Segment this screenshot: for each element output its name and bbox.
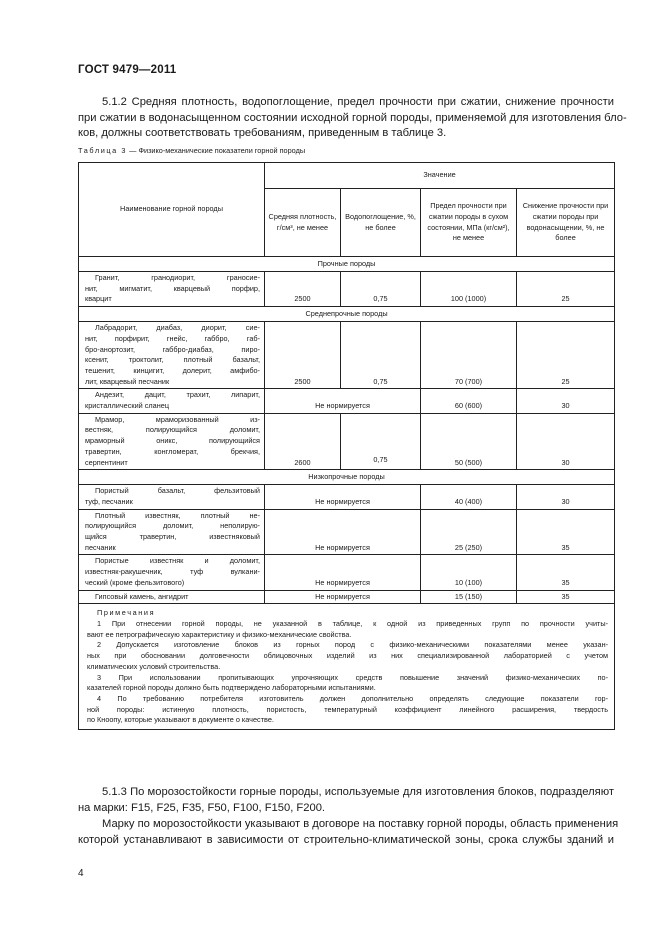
not-normalized-cell: Не нормируется bbox=[265, 509, 421, 555]
group-medium: Среднепрочные породы bbox=[79, 307, 615, 322]
text-line: Марку по морозостойкости указывают в договоре на поставку горной породы, область применения bbox=[102, 818, 619, 830]
text-line: которой устанавливают в зависимости от строительно-климатической зоны, срока службы зданий и bbox=[78, 833, 614, 846]
not-normalized-cell: Не нормируется bbox=[265, 389, 421, 413]
text-line: 5.1.2 Средняя плотность, водопоглощение, предел прочности при сжатии, снижение прочности bbox=[102, 96, 614, 108]
notes-title: Примечания bbox=[97, 608, 156, 618]
page-number: 4 bbox=[78, 868, 84, 879]
table-row bbox=[79, 413, 615, 470]
strength-cell: 15 (150) bbox=[421, 590, 517, 604]
rock-name-line: Пористый базальт, фельзитовый bbox=[95, 486, 260, 496]
rock-name-line: полирующийся доломит, неполирую- bbox=[85, 521, 260, 531]
rock-name-line: мраморный оникс, полирующийся bbox=[85, 436, 260, 446]
table-caption-prefix: Таблица 3 bbox=[78, 146, 128, 155]
note-line: казателей горной породы должно быть подтверждено лабораторными испытаниями. bbox=[87, 683, 376, 693]
rock-name bbox=[79, 509, 265, 555]
strength-cell: 40 (400) bbox=[421, 485, 517, 509]
strength-cell: 10 (100) bbox=[421, 555, 517, 590]
reduction-cell: 25 bbox=[517, 322, 615, 389]
header-strength: Предел прочности при сжатии породы в сухом состоянии, МПа (кг/см²), не менее bbox=[421, 189, 517, 257]
header-water-absorption: Водопоглощение, %, не более bbox=[341, 189, 421, 257]
rock-name bbox=[79, 413, 265, 470]
rock-name-line: туф, песчаник bbox=[85, 496, 133, 506]
rock-name bbox=[79, 590, 265, 604]
rock-name bbox=[79, 322, 265, 389]
water-absorption-cell: 0,75 bbox=[341, 413, 421, 470]
header-strength-reduction: Снижение прочности при сжатии породы при водонасыщении, %, не более bbox=[517, 189, 615, 257]
table-notes bbox=[79, 604, 615, 730]
text-line: 5.1.3 По морозостойкости горные породы, используемые для изготовления блоков, подразделяют bbox=[102, 786, 614, 798]
note-line: 4 По требованию потребителя изготовитель должен дополнительно определять следующие показатели гор- bbox=[97, 693, 609, 703]
rock-name-line: Гипсовый камень, ангидрит bbox=[95, 591, 189, 601]
strength-cell: 25 (250) bbox=[421, 509, 517, 555]
not-normalized-cell: Не нормируется bbox=[265, 590, 421, 604]
rock-name-line: щийся травертин, известняковый bbox=[85, 532, 260, 542]
rock-name-line: нит, мигматит, кварцевый порфир, bbox=[85, 283, 260, 293]
rock-name bbox=[79, 555, 265, 590]
note-line: 1 При отнесении горной породы, не указанной в таблице, к одной из приведенных групп по прочности учиты- bbox=[97, 618, 609, 628]
note-line: ной породы: истинную плотность, пористость, температурный коэффициент линейного расширения, твердость bbox=[87, 704, 609, 714]
rock-name bbox=[79, 272, 265, 307]
rock-name bbox=[79, 389, 265, 413]
table-row bbox=[79, 590, 615, 604]
note-line: вают ее петрографическую характеристику и физико-механические свойства. bbox=[87, 629, 352, 639]
group-strong: Прочные породы bbox=[79, 257, 615, 272]
reduction-cell: 25 bbox=[517, 272, 615, 307]
text-line: на марки: F15, F25, F35, F50, F100, F150, F200. bbox=[78, 801, 326, 814]
rock-name-line: Пористые известняк и доломит, bbox=[95, 556, 260, 566]
table-caption bbox=[78, 146, 305, 155]
reduction-cell: 30 bbox=[517, 389, 615, 413]
table-row bbox=[79, 322, 615, 389]
reduction-cell: 35 bbox=[517, 509, 615, 555]
note-line: климатических условий строительства. bbox=[87, 661, 221, 671]
document-header: ГОСТ 9479—2011 bbox=[78, 64, 177, 76]
reduction-cell: 35 bbox=[517, 555, 615, 590]
rock-name-line: серпентинит bbox=[85, 457, 128, 467]
header-value: Значение bbox=[265, 163, 615, 189]
strength-cell: 50 (500) bbox=[421, 413, 517, 470]
table-row bbox=[79, 509, 615, 555]
strength-cell: 60 (600) bbox=[421, 389, 517, 413]
rock-name-line: Мрамор, мраморизованный из- bbox=[95, 414, 260, 424]
rock-name-line: вестняк, полирующийся доломит, bbox=[85, 425, 260, 435]
rock-name-line: известняк-ракушечник, туф вулкани- bbox=[85, 567, 260, 577]
reduction-cell: 35 bbox=[517, 590, 615, 604]
density-cell: 2500 bbox=[265, 272, 341, 307]
rock-name-line: бро-анортозит, габбро-диабаз, пиро- bbox=[85, 344, 260, 354]
rock-name-line: тешенит, кинцигит, долерит, амфибо- bbox=[85, 365, 260, 375]
group-low: Низкопрочные породы bbox=[79, 470, 615, 485]
rock-name-line: Андезит, дацит, трахит, липарит, bbox=[95, 390, 260, 400]
text-line: при сжатии в водонасыщенном состоянии исходной горной породы, применяемой для изготовления бло- bbox=[78, 111, 627, 124]
rock-name-line: нит, порфирит, гнейс, габбро, габ- bbox=[85, 333, 260, 343]
rock-name-line: ческий (кроме фельзитового) bbox=[85, 577, 185, 587]
note-line: 3 При использовании пропитывающих упрочняющих средств повышение значений физико-механических по- bbox=[97, 672, 609, 682]
strength-cell: 70 (700) bbox=[421, 322, 517, 389]
paragraph-5-1-3 bbox=[78, 785, 614, 816]
rock-name-line: Лабрадорит, диабаз, диорит, сие- bbox=[95, 323, 260, 333]
rock-name-line: травертин, конгломерат, брекчия, bbox=[85, 446, 260, 456]
density-cell: 2600 bbox=[265, 413, 341, 470]
paragraph-5-1-2 bbox=[78, 95, 627, 142]
rock-name-line: ксенит, троктолит, плотный базальт, bbox=[85, 355, 260, 365]
rock-name-line: песчаник bbox=[85, 542, 116, 552]
text-line: ков, должны соответствовать требованиям, приведенным в таблице 3. bbox=[78, 127, 447, 140]
rock-name-line: Плотный известняк, плотный не- bbox=[95, 510, 260, 520]
table-row bbox=[79, 389, 615, 413]
paragraph-frost-mark bbox=[78, 817, 619, 848]
table-row bbox=[79, 272, 615, 307]
rock-name-line: кварцит bbox=[85, 294, 112, 304]
header-density: Средняя плотность, г/см³, не менее bbox=[265, 189, 341, 257]
rock-name-line: Гранит, гранодиорит, граносие- bbox=[95, 273, 260, 282]
rock-name-line: кристаллический сланец bbox=[85, 401, 169, 411]
density-cell: 2500 bbox=[265, 322, 341, 389]
note-line: ных при обосновании долговечности облицовочных изделий из них специализированной лабораторией с учетом bbox=[87, 651, 609, 661]
not-normalized-cell: Не нормируется bbox=[265, 485, 421, 509]
water-absorption-cell: 0,75 bbox=[341, 322, 421, 389]
table-caption-text: — Физико-механические показатели горной породы bbox=[127, 146, 306, 155]
header-rock-name: Наименование горной породы bbox=[79, 163, 265, 257]
table-row bbox=[79, 485, 615, 509]
properties-table bbox=[78, 162, 615, 730]
table-row bbox=[79, 555, 615, 590]
water-absorption-cell: 0,75 bbox=[341, 272, 421, 307]
strength-cell: 100 (1000) bbox=[421, 272, 517, 307]
note-line: 2 Допускается изготовление блоков из горных пород с физико-механическими показателями менее указан- bbox=[97, 640, 609, 650]
rock-name bbox=[79, 485, 265, 509]
not-normalized-cell: Не нормируется bbox=[265, 555, 421, 590]
reduction-cell: 30 bbox=[517, 485, 615, 509]
note-line: по Кноопу, которые указывают в документе о качестве. bbox=[87, 715, 274, 725]
rock-name-line: лит, кварцевый песчаник bbox=[85, 376, 170, 386]
reduction-cell: 30 bbox=[517, 413, 615, 470]
